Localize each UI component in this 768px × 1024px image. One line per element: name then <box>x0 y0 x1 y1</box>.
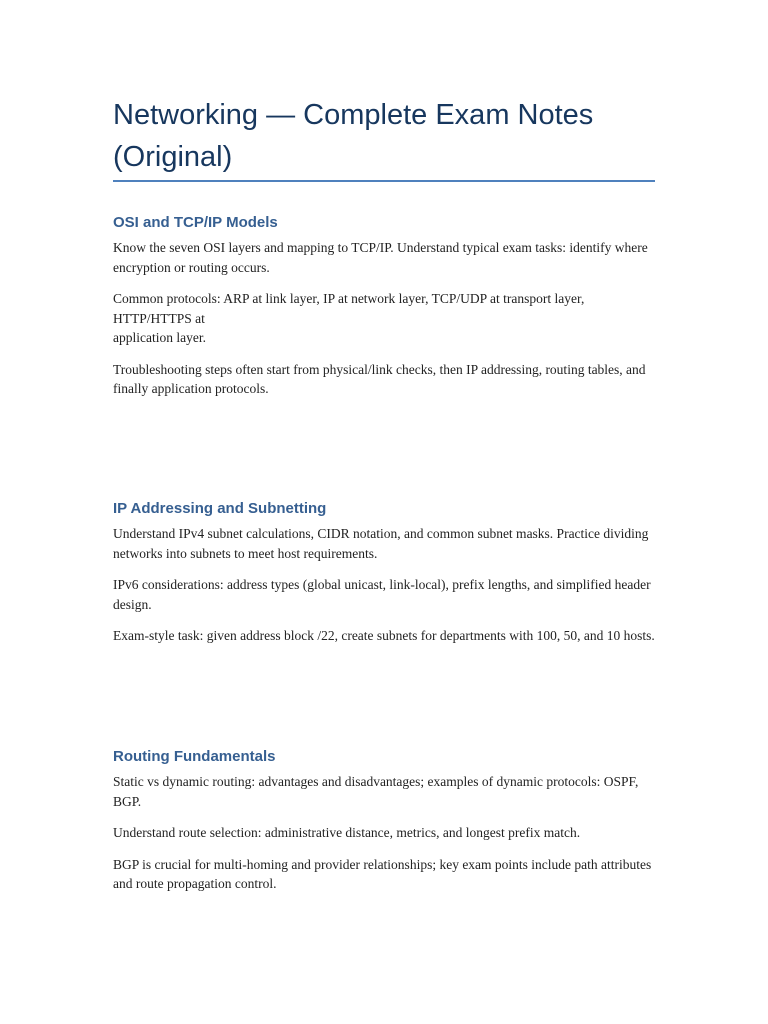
paragraph: Understand route selection: administrative distance, metrics, and longest prefix match. <box>113 825 581 840</box>
title-underline <box>113 180 655 182</box>
paragraph: Static vs dynamic routing: advantages and disadvantages; examples of dynamic protocols: OSPF, BGP. <box>113 774 639 809</box>
paragraph: BGP is crucial for multi-homing and provider relationships; key exam points include path attributes and route propagation control. <box>113 856 652 891</box>
paragraph: Common protocols: ARP at link layer, IP at network layer, TCP/UDP at transport layer, HTTP/HTTPS at application layer. <box>113 291 585 345</box>
paragraph: Understand IPv4 subnet calculations, CIDR notation, and common subnet masks. Practice dividing networks into subnets to meet host requirements. <box>113 526 649 561</box>
section-heading: OSI and TCP/IP Models <box>113 214 278 231</box>
paragraph: Troubleshooting steps often start from physical/link checks, then IP addressing, routing tables, and finally application protocols. <box>113 361 646 396</box>
paragraph: Exam-style task: given address block /22, create subnets for departments with 100, 50, and 10 hosts. <box>113 628 655 643</box>
section-osi-tcpip <box>113 212 658 411</box>
section-heading: Routing Fundamentals <box>113 748 276 765</box>
paragraph: Know the seven OSI layers and mapping to TCP/IP. Understand typical exam tasks: identify where encryption or routing occurs. <box>113 240 648 275</box>
section-routing <box>113 746 658 906</box>
document-title: Networking — Complete Exam Notes (Original) <box>113 99 594 173</box>
section-heading: IP Addressing and Subnetting <box>113 500 327 517</box>
paragraph: IPv6 considerations: address types (global unicast, link-local), prefix lengths, and simplified header design. <box>113 577 651 612</box>
section-ip-addressing <box>113 498 658 658</box>
